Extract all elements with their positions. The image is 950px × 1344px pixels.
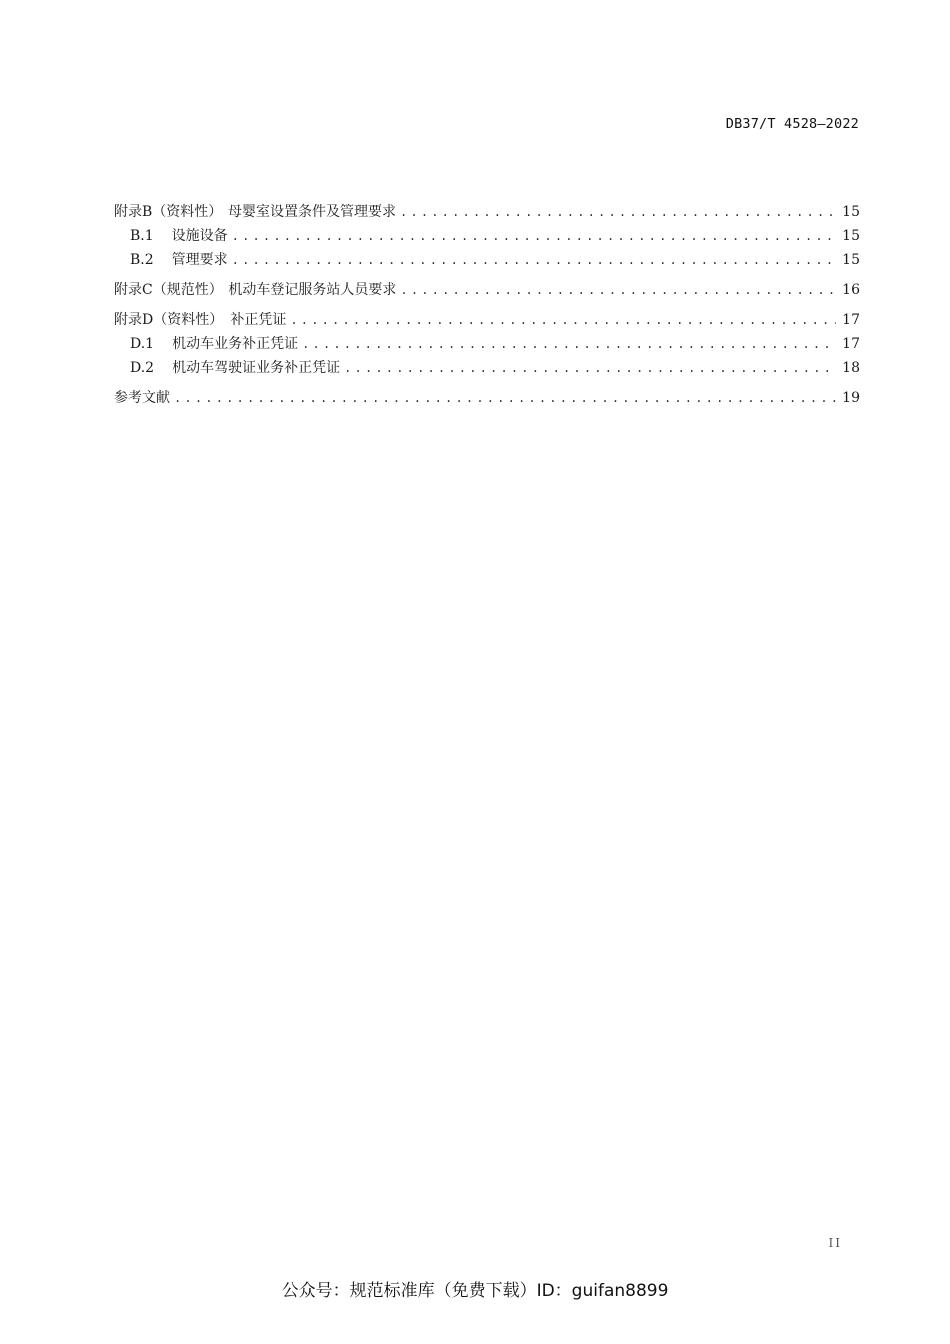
toc-entry-page: 17	[842, 336, 860, 352]
toc-entry-prefix: B.1	[130, 228, 154, 244]
toc-entry-page: 19	[842, 390, 860, 406]
toc-entry-title: 机动车登记服务站人员要求	[228, 282, 397, 298]
toc-entry-title: 机动车业务补正凭证	[172, 336, 299, 352]
toc-entry-d2[interactable]	[114, 356, 860, 380]
toc-entry-appendix-b[interactable]	[114, 200, 860, 224]
toc-entry-title: 机动车驾驶证业务补正凭证	[172, 360, 341, 376]
toc-leader-dots	[174, 386, 836, 410]
toc-leader-dots	[302, 332, 836, 356]
toc-entry-title: 设施设备	[171, 228, 228, 244]
toc-entry-references[interactable]	[114, 386, 860, 410]
toc-entry-page: 15	[842, 252, 860, 268]
toc-entry-d1[interactable]	[114, 332, 860, 356]
toc-entry-page: 15	[842, 204, 860, 220]
toc-entry-prefix: 附录D（资料性）	[114, 312, 224, 328]
page-number: II	[828, 1236, 842, 1250]
toc-entry-title: 补正凭证	[230, 312, 287, 328]
toc-leader-dots	[232, 224, 836, 248]
toc-entry-page: 15	[842, 228, 860, 244]
toc-leader-dots	[400, 200, 836, 224]
toc-leader-dots	[400, 278, 836, 302]
toc-entry-prefix: D.2	[130, 360, 155, 376]
toc-entry-prefix: B.2	[130, 252, 154, 268]
toc-entry-b1[interactable]	[114, 224, 860, 248]
doc-code: DB37/T 4528—2022	[725, 116, 859, 132]
watermark-text: 公众号：规范标准库（免费下载）ID：guifan8899	[281, 1281, 669, 1301]
table-of-contents	[114, 200, 860, 410]
toc-entry-appendix-c[interactable]	[114, 278, 860, 302]
toc-entry-appendix-d[interactable]	[114, 308, 860, 332]
toc-entry-page: 17	[842, 312, 860, 328]
toc-entry-page: 16	[842, 282, 860, 298]
toc-entry-title: 母婴室设置条件及管理要求	[227, 204, 396, 220]
toc-leader-dots	[290, 308, 836, 332]
toc-entry-title: 参考文献	[114, 390, 170, 406]
toc-entry-b2[interactable]	[114, 248, 860, 272]
toc-entry-page: 18	[842, 360, 860, 376]
toc-entry-prefix: 附录C（规范性）	[114, 282, 223, 298]
toc-leader-dots	[344, 356, 836, 380]
toc-entry-prefix: D.1	[130, 336, 155, 352]
toc-leader-dots	[232, 248, 836, 272]
toc-entry-title: 管理要求	[171, 252, 228, 268]
toc-entry-prefix: 附录B（资料性）	[114, 204, 223, 220]
